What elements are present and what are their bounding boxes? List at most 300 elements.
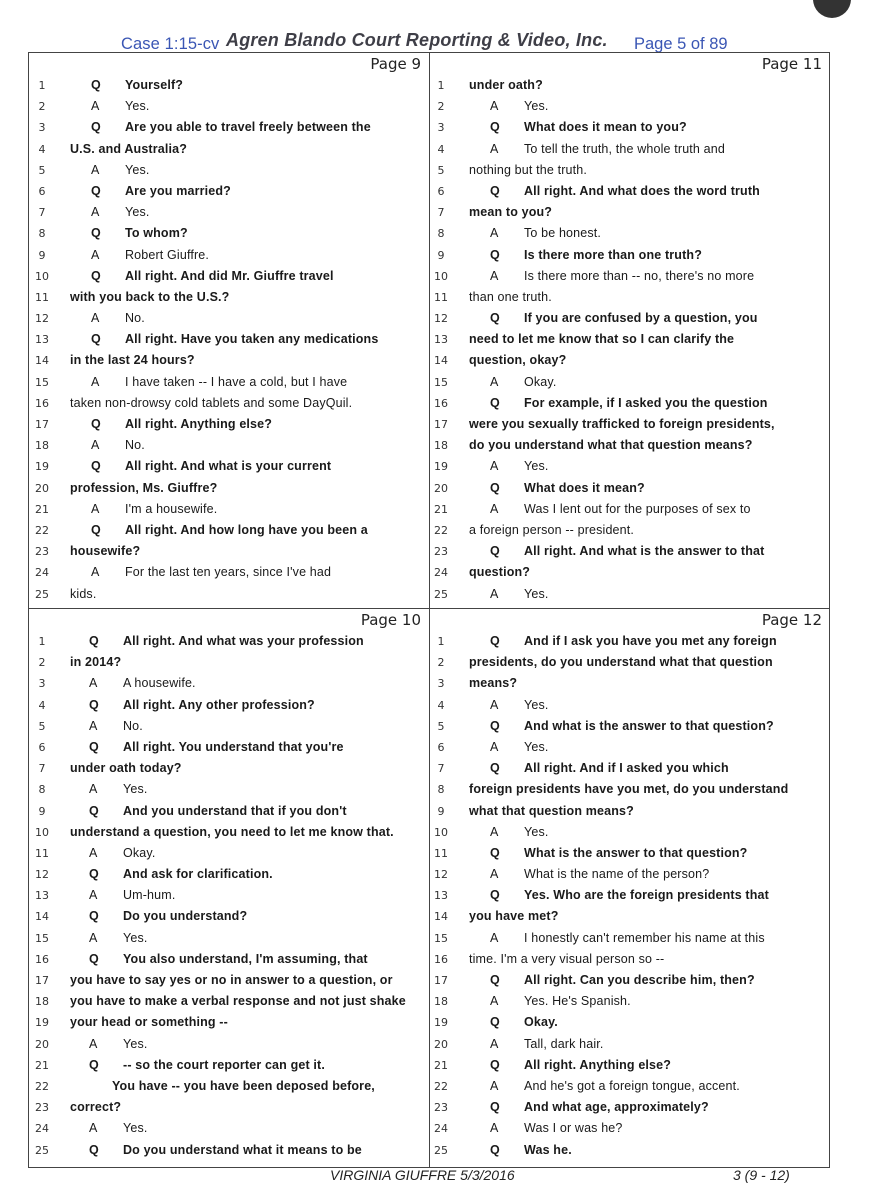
case-number: Case 1:15-cv	[121, 35, 220, 53]
line-number: 4	[38, 698, 46, 712]
line-text: means?	[469, 676, 518, 691]
line-text: housewife?	[70, 544, 141, 559]
question-marker: Q	[490, 1100, 500, 1115]
line-text: To whom?	[125, 226, 188, 241]
page-title: Page 11	[761, 55, 822, 73]
line-number: 23	[35, 1101, 49, 1115]
line-number: 14	[434, 354, 448, 368]
line-text: All right. Any other profession?	[123, 697, 315, 712]
line-number: 12	[35, 312, 49, 326]
question-marker: Q	[490, 718, 500, 733]
question-marker: Q	[91, 226, 101, 241]
transcript-line	[29, 843, 429, 864]
answer-marker: A	[91, 438, 100, 453]
line-text: I honestly can't remember his name at this	[524, 930, 765, 945]
line-text: understand a question, you need to let me know that.	[70, 824, 394, 839]
line-text: You also understand, I'm assuming, that	[123, 951, 368, 966]
transcript-line	[430, 716, 830, 737]
line-number: 10	[35, 269, 49, 283]
question-marker: Q	[91, 459, 101, 474]
line-text: you have met?	[469, 909, 559, 924]
line-number: 19	[35, 460, 49, 474]
line-number: 18	[434, 995, 448, 1009]
line-text: What does it mean to you?	[524, 120, 687, 135]
answer-marker: A	[91, 162, 100, 177]
transcript-line	[430, 1140, 830, 1161]
document-page-number: Page 5 of 89	[634, 35, 728, 53]
transcript-line	[29, 393, 429, 414]
line-text: U.S. and Australia?	[70, 141, 187, 156]
question-marker: Q	[91, 78, 101, 92]
line-text: Yes. He's Spanish.	[524, 994, 631, 1009]
line-number: 22	[35, 523, 49, 537]
line-text: do you understand what that question means?	[469, 438, 753, 453]
line-text: were you sexually trafficked to foreign presidents,	[469, 417, 775, 431]
line-number: 23	[434, 545, 448, 559]
line-number: 9	[38, 804, 46, 818]
line-number: 23	[434, 1101, 448, 1115]
line-text: than one truth.	[469, 289, 552, 304]
question-marker: Q	[89, 739, 99, 754]
line-number: 18	[35, 439, 49, 453]
question-marker: Q	[490, 1015, 500, 1030]
transcript-line	[430, 75, 830, 96]
line-number: 12	[434, 312, 448, 326]
answer-marker: A	[91, 565, 100, 580]
witness-date: VIRGINIA GIUFFRE 5/3/2016	[330, 1167, 515, 1183]
line-number: 6	[437, 184, 445, 198]
line-number: 4	[437, 698, 445, 712]
transcript-line	[430, 435, 830, 456]
transcript-line	[29, 631, 429, 652]
answer-marker: A	[89, 845, 98, 860]
question-marker: Q	[89, 951, 99, 966]
transcript-line	[430, 843, 830, 864]
transcript-line	[29, 329, 429, 350]
line-number: 14	[434, 910, 448, 924]
transcript-line	[430, 223, 830, 244]
line-text: Yes.	[524, 824, 549, 839]
line-text: All right. Anything else?	[125, 417, 273, 431]
answer-marker: A	[89, 676, 98, 691]
answer-marker: A	[91, 501, 100, 516]
transcript-line	[29, 1118, 429, 1139]
line-number: 20	[35, 1037, 49, 1051]
line-text: Yes.	[125, 205, 150, 220]
answer-marker: A	[490, 739, 499, 754]
line-number: 21	[35, 502, 49, 516]
transcript-line	[430, 96, 830, 117]
transcript-line	[29, 181, 429, 202]
line-text: time. I'm a very visual person so --	[469, 951, 665, 966]
transcript-line	[430, 139, 830, 160]
line-text: Is there more than -- no, there's no more	[524, 268, 755, 283]
transcript-line	[29, 864, 429, 885]
transcript-line	[29, 991, 429, 1012]
line-text: question?	[469, 565, 531, 580]
line-number: 23	[35, 545, 49, 559]
transcript-line	[29, 1034, 429, 1055]
line-number: 5	[437, 719, 445, 733]
line-number: 6	[38, 184, 46, 198]
transcript-line	[430, 822, 830, 843]
transcript-line	[29, 308, 429, 329]
line-text: All right. And what is the answer to that	[524, 544, 765, 559]
transcript-line	[430, 801, 830, 822]
question-marker: Q	[490, 845, 500, 860]
line-text: And what age, approximately?	[524, 1100, 709, 1115]
answer-marker: A	[490, 268, 499, 283]
transcript-line	[430, 906, 830, 927]
transcript-line	[29, 245, 429, 266]
line-text: Yes.	[125, 99, 150, 114]
line-number: 8	[38, 783, 46, 797]
question-marker: Q	[91, 332, 101, 347]
transcript-line	[430, 478, 830, 499]
line-number: 17	[434, 418, 448, 431]
transcript-line	[29, 906, 429, 927]
line-number: 21	[434, 1058, 448, 1072]
line-number: 16	[434, 396, 448, 410]
transcript-line	[430, 1076, 830, 1097]
line-number: 18	[434, 439, 448, 453]
transcript-line	[29, 1097, 429, 1118]
transcript-line	[430, 181, 830, 202]
transcript-line	[29, 758, 429, 779]
line-text: Do you understand what it means to be	[123, 1142, 362, 1157]
line-number: 2	[437, 656, 445, 670]
question-marker: Q	[490, 1142, 500, 1157]
question-marker: Q	[490, 395, 500, 410]
line-number: 22	[434, 523, 448, 537]
line-number: 1	[437, 79, 445, 92]
transcript-line	[29, 287, 429, 308]
line-number: 15	[35, 375, 49, 389]
line-text: Robert Giuffre.	[125, 247, 210, 262]
line-text: Is there more than one truth?	[524, 247, 702, 262]
document-header	[0, 30, 869, 54]
line-number: 25	[35, 1143, 49, 1157]
line-number: 25	[434, 587, 448, 601]
answer-marker: A	[89, 1121, 98, 1136]
line-number: 8	[38, 227, 46, 241]
transcript-page-12	[430, 609, 830, 1161]
question-marker: Q	[490, 120, 500, 135]
transcript-line	[29, 372, 429, 393]
line-text: What does it mean?	[524, 480, 645, 495]
transcript-line	[430, 1012, 830, 1033]
line-text: Yes.	[524, 459, 549, 474]
line-text: All right. Anything else?	[524, 1057, 672, 1072]
line-number: 13	[35, 333, 49, 347]
answer-marker: A	[490, 501, 499, 516]
line-text: Yes.	[125, 162, 150, 177]
line-text: kids.	[70, 586, 97, 601]
transcript-line	[29, 456, 429, 477]
transcript-line	[29, 949, 429, 970]
line-number: 10	[434, 269, 448, 283]
line-number: 1	[437, 635, 445, 648]
transcript-page-11	[430, 53, 830, 605]
transcript-line	[29, 584, 429, 605]
line-text: If you are confused by a question, you	[524, 311, 758, 326]
line-text: For example, if I asked you the question	[524, 395, 768, 410]
answer-marker: A	[490, 586, 499, 601]
line-text: nothing but the truth.	[469, 162, 587, 177]
line-number: 22	[35, 1079, 49, 1093]
line-text: All right. You understand that you're	[123, 739, 344, 754]
line-text: Do you understand?	[123, 909, 248, 924]
line-number: 7	[38, 762, 46, 776]
line-number: 17	[35, 418, 49, 431]
transcript-line	[29, 801, 429, 822]
transcript-line	[430, 329, 830, 350]
question-marker: Q	[490, 973, 500, 987]
transcript-line	[29, 266, 429, 287]
line-number: 8	[437, 783, 445, 797]
line-number: 19	[434, 460, 448, 474]
line-text: Okay.	[123, 845, 156, 860]
transcript-line	[430, 160, 830, 181]
page-range: 3 (9 - 12)	[733, 1167, 790, 1183]
line-text: Yes.	[123, 782, 148, 797]
page-title: Page 12	[761, 611, 822, 629]
transcript-line	[29, 673, 429, 694]
line-text: Yes.	[123, 1121, 148, 1136]
transcript-line	[430, 631, 830, 652]
line-text: Was I or was he?	[524, 1121, 623, 1136]
line-text: And ask for clarification.	[123, 867, 273, 882]
transcript-line	[29, 970, 429, 991]
line-text: Um-hum.	[123, 888, 176, 903]
transcript-line	[430, 673, 830, 694]
line-text: Was he.	[524, 1142, 572, 1157]
line-number: 6	[437, 740, 445, 754]
transcript-line	[29, 435, 429, 456]
line-text: Are you married?	[125, 183, 231, 198]
line-number: 2	[437, 100, 445, 114]
line-number: 1	[38, 635, 46, 648]
line-text: All right. And did Mr. Giuffre travel	[125, 268, 334, 283]
line-text: Yes.	[524, 697, 549, 712]
line-text: Yes.	[123, 1036, 148, 1051]
transcript-line	[430, 414, 830, 435]
transcript-line	[29, 499, 429, 520]
line-text: I have taken -- I have a cold, but I have	[125, 374, 348, 389]
line-text: To be honest.	[524, 226, 602, 241]
transcript-line	[29, 716, 429, 737]
court-reporter-title: Agren Blando Court Reporting & Video, Inc.	[226, 30, 608, 50]
line-number: 24	[35, 566, 49, 580]
line-text: you have to say yes or no in answer to a question, or	[70, 973, 393, 987]
line-number: 13	[434, 333, 448, 347]
question-marker: Q	[89, 803, 99, 818]
transcript-line	[29, 695, 429, 716]
line-number: 2	[38, 656, 46, 670]
question-marker: Q	[89, 909, 99, 924]
line-text: All right. Have you taken any medications	[125, 332, 379, 347]
line-number: 21	[35, 1058, 49, 1072]
transcript-line	[430, 779, 830, 800]
line-number: 16	[35, 396, 49, 410]
line-text: Yes.	[123, 930, 148, 945]
line-text: you have to make a verbal response and not just shake	[70, 994, 406, 1009]
line-number: 20	[434, 481, 448, 495]
line-text: in 2014?	[70, 655, 122, 670]
line-number: 15	[434, 375, 448, 389]
line-number: 4	[437, 142, 445, 156]
question-marker: Q	[91, 417, 101, 431]
transcript-line	[430, 864, 830, 885]
line-number: 5	[38, 163, 46, 177]
line-number: 17	[434, 974, 448, 987]
transcript-line	[430, 758, 830, 779]
answer-marker: A	[89, 718, 98, 733]
transcript-line	[430, 520, 830, 541]
page-title: Page 9	[370, 55, 421, 73]
line-number: 10	[35, 825, 49, 839]
line-number: 15	[35, 931, 49, 945]
line-text: in the last 24 hours?	[70, 353, 195, 368]
question-marker: Q	[490, 247, 500, 262]
transcript-line	[430, 885, 830, 906]
answer-marker: A	[490, 99, 499, 114]
corner-avatar-button[interactable]	[813, 0, 851, 18]
line-number: 7	[437, 206, 445, 220]
line-text: All right. And what does the word truth	[524, 183, 760, 198]
line-number: 15	[434, 931, 448, 945]
transcript-line	[430, 456, 830, 477]
answer-marker: A	[91, 247, 100, 262]
line-text: your head or something --	[70, 1015, 228, 1030]
line-number: 17	[35, 974, 49, 987]
transcript-line	[430, 393, 830, 414]
transcript-line	[430, 1097, 830, 1118]
transcript-line	[430, 308, 830, 329]
question-marker: Q	[490, 480, 500, 495]
line-text: -- so the court reporter can get it.	[123, 1057, 325, 1072]
question-marker: Q	[91, 268, 101, 283]
answer-marker: A	[490, 994, 499, 1009]
answer-marker: A	[490, 226, 499, 241]
question-marker: Q	[89, 1057, 99, 1072]
transcript-line	[29, 96, 429, 117]
transcript-line	[430, 652, 830, 673]
line-text: And he's got a foreign tongue, accent.	[524, 1078, 740, 1093]
line-text: And what is the answer to that question?	[524, 718, 774, 733]
line-text: taken non-drowsy cold tablets and some DayQuil.	[70, 395, 353, 410]
line-number: 12	[434, 868, 448, 882]
answer-marker: A	[490, 1078, 499, 1093]
line-text: Okay.	[524, 374, 557, 389]
line-number: 16	[35, 952, 49, 966]
transcript-line	[430, 245, 830, 266]
answer-marker: A	[490, 1121, 499, 1136]
line-text: under oath?	[469, 78, 543, 92]
line-number: 7	[437, 762, 445, 776]
transcript-line	[29, 350, 429, 371]
line-text: mean to you?	[469, 205, 553, 220]
transcript-line	[430, 562, 830, 583]
line-number: 20	[35, 481, 49, 495]
line-number: 11	[434, 290, 448, 304]
question-marker: Q	[490, 544, 500, 559]
answer-marker: A	[89, 782, 98, 797]
line-number: 16	[434, 952, 448, 966]
line-number: 24	[434, 1122, 448, 1136]
transcript-line	[29, 202, 429, 223]
line-number: 11	[434, 846, 448, 860]
line-number: 11	[35, 290, 49, 304]
transcript-line	[29, 822, 429, 843]
transcript-line	[430, 695, 830, 716]
transcript-line	[29, 885, 429, 906]
transcript-line	[29, 223, 429, 244]
line-text: To tell the truth, the whole truth and	[524, 141, 725, 156]
question-marker: Q	[91, 522, 101, 537]
document-footer	[0, 1167, 869, 1187]
line-number: 22	[434, 1079, 448, 1093]
line-text: No.	[125, 438, 145, 453]
transcript-line	[430, 499, 830, 520]
line-text: And you understand that if you don't	[123, 803, 347, 818]
line-text: a foreign person -- president.	[469, 522, 635, 537]
line-number: 6	[38, 740, 46, 754]
transcript-line	[29, 562, 429, 583]
transcript-line	[29, 1012, 429, 1033]
page-title: Page 10	[360, 611, 421, 629]
line-number: 3	[437, 121, 445, 135]
transcript-line	[29, 139, 429, 160]
line-text: correct?	[70, 1100, 122, 1115]
line-number: 13	[434, 889, 448, 903]
line-text: what that question means?	[469, 803, 634, 818]
line-text: presidents, do you understand what that question	[469, 655, 773, 670]
transcript-line	[430, 949, 830, 970]
line-number: 24	[35, 1122, 49, 1136]
line-text: What is the answer to that question?	[524, 845, 748, 860]
transcript-line	[29, 779, 429, 800]
line-number: 10	[434, 825, 448, 839]
line-text: foreign presidents have you met, do you understand	[469, 782, 789, 797]
question-marker: Q	[89, 697, 99, 712]
line-number: 19	[434, 1016, 448, 1030]
question-marker: Q	[490, 634, 500, 648]
line-number: 20	[434, 1037, 448, 1051]
answer-marker: A	[490, 930, 499, 945]
transcript-line	[430, 1055, 830, 1076]
line-text: All right. And if I asked you which	[524, 761, 729, 776]
question-marker: Q	[89, 634, 99, 648]
transcript-line	[430, 266, 830, 287]
line-text: Yes.	[524, 739, 549, 754]
transcript-line	[29, 928, 429, 949]
line-number: 12	[35, 868, 49, 882]
transcript-line	[430, 1034, 830, 1055]
line-number: 21	[434, 502, 448, 516]
transcript-line	[29, 1076, 429, 1097]
line-number: 8	[437, 227, 445, 241]
line-text: For the last ten years, since I've had	[125, 565, 332, 580]
answer-marker: A	[490, 824, 499, 839]
line-number: 7	[38, 206, 46, 220]
answer-marker: A	[89, 1036, 98, 1051]
question-marker: Q	[490, 761, 500, 776]
line-number: 13	[35, 889, 49, 903]
line-number: 9	[437, 804, 445, 818]
transcript-line	[29, 541, 429, 562]
transcript-line	[430, 372, 830, 393]
